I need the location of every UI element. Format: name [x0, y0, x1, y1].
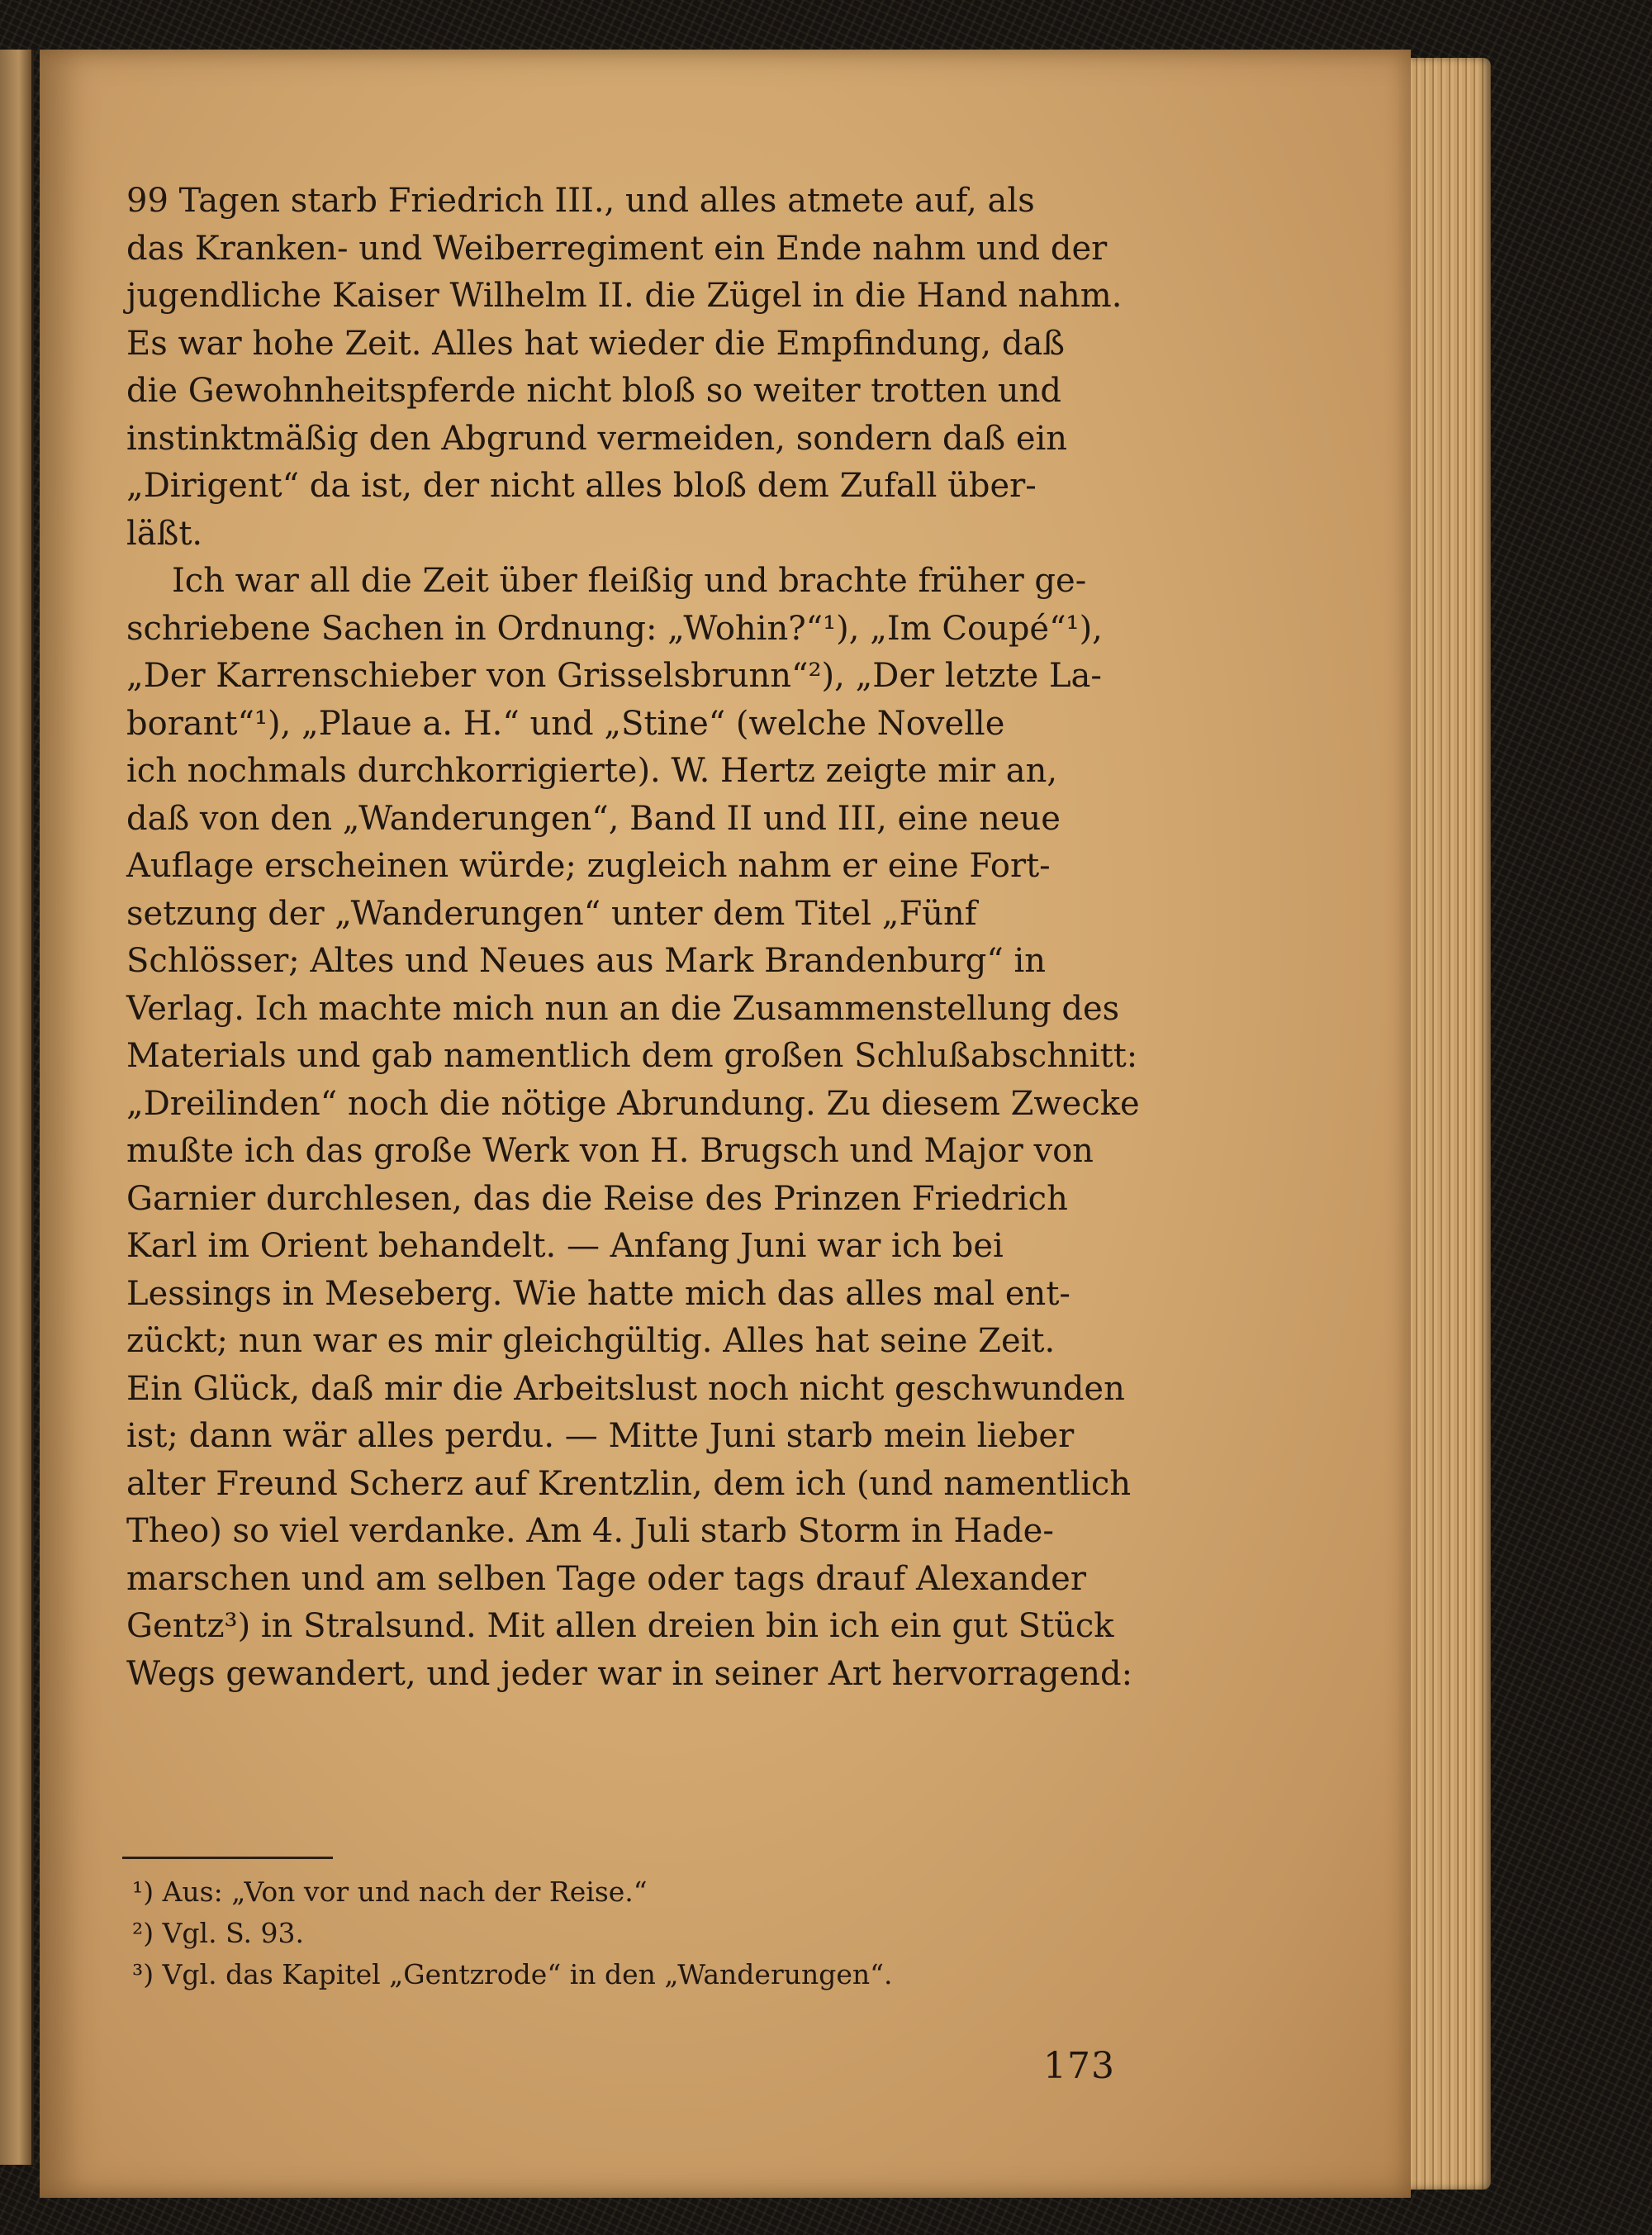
footnote-3: ³) Vgl. das Kapitel „Gentzrode“ in den „Wanderungen“.	[132, 1958, 893, 1990]
page-stack-edge	[1404, 58, 1491, 2190]
footnotes	[132, 1871, 1041, 1995]
page-number: 173	[1043, 2045, 1115, 2087]
body-text	[126, 178, 1208, 1698]
left-page-edge	[0, 50, 34, 2165]
paragraph-2: Ich war all die Zeit über fleißig und brachte früher ge- schriebene Sachen in Ordnung: „Wohin?“¹), „Im Coupé“¹), „Der Karrenschieber von Grisselsbrunn“²), „Der letzte La- borant“¹), „Plaue a. H.“ und „Stine“ (welche Novelle ich nochmals durchkorrigierte). W. Hertz zeigte mir an, daß von den „Wanderungen“, Band II und III, eine neue Auflage erscheinen würde; zugleich nahm er eine Fort- setzung der „Wanderungen“ unter dem Titel „Fünf Schlösser; Altes und Neues aus Mark Brandenburg“ in Verlag. Ich machte mich nun an die Zusammenstellung des Materials und gab namentlich dem großen Schlußabschnitt: „Dreilinden“ noch die nötige Abrundung. Zu diesem Zwecke mußte ich das große Werk von H. Brugsch und Major von Garnier durchlesen, das die Reise des Prinzen Friedrich Karl im Orient behandelt. — Anfang Juni war ich bei Lessings in Meseberg. Wie hatte mich das alles mal ent- zückt; nun war es mir gleichgültig. Alles hat seine Zeit. Ein Glück, daß mir die Arbeitslust noch nicht geschwunden ist; dann wär alles perdu. — Mitte Juni starb mein lieber alter Freund Scherz auf Krentzlin, dem ich (und namentlich Theo) so viel verdanke. Am 4. Juli starb Storm in Hade- marschen und am selben Tage oder tags drauf Alexander Gentz³) in Stralsund. Mit allen dreien bin ich ein gut Stück Wegs gewandert, und jeder war in seiner Art hervorragend:	[126, 562, 1140, 1693]
footnote-1: ¹) Aus: „Von vor und nach der Reise.“	[132, 1876, 648, 1908]
book-page	[40, 50, 1411, 2198]
footnote-divider	[122, 1857, 333, 1859]
footnote-2: ²) Vgl. S. 93.	[132, 1917, 304, 1949]
paragraph-1: 99 Tagen starb Friedrich III., und alles atmete auf, als das Kranken- und Weiberregiment ein Ende nahm und der jugendliche Kaiser Wilhelm II. die Zügel in die Hand nahm. Es war hohe Zeit. Alles hat wieder die Empfindung, daß die Gewohnheitspferde nicht bloß so weiter trotten und instinktmäßig den Abgrund vermeiden, sondern daß ein „Dirigent“ da ist, der nicht alles bloß dem Zufall über- läßt.	[126, 182, 1123, 553]
